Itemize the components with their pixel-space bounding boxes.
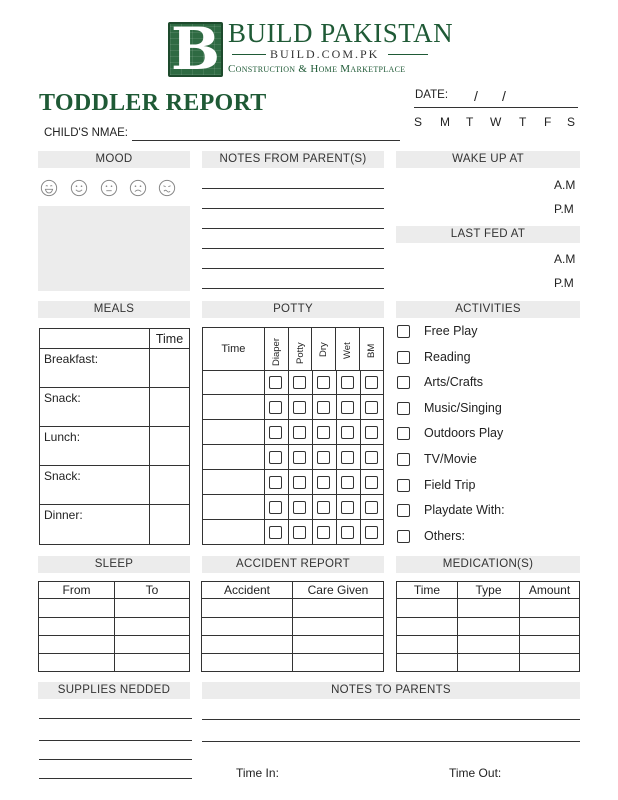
sad-face-icon[interactable] (129, 179, 147, 197)
table-row[interactable] (39, 599, 190, 618)
potty-checkbox[interactable] (269, 476, 282, 489)
table-row[interactable] (397, 599, 580, 618)
meals-table (39, 328, 190, 545)
potty-checkbox[interactable] (365, 401, 378, 414)
potty-col-divider (336, 395, 337, 420)
table-row (40, 388, 190, 427)
potty-col-divider (312, 395, 313, 420)
potty-checkbox[interactable] (317, 501, 330, 514)
potty-col-divider (312, 420, 313, 445)
potty-time-cell[interactable] (202, 420, 264, 445)
potty-col-divider (288, 420, 289, 445)
potty-checkbox[interactable] (365, 376, 378, 389)
activity-label: Arts/Crafts (424, 375, 484, 389)
activity-checkbox[interactable] (397, 453, 410, 466)
section-accident: ACCIDENT REPORT (202, 556, 384, 573)
potty-checkbox[interactable] (269, 401, 282, 414)
time-in-label: Time In: (236, 766, 279, 780)
potty-col-divider (312, 470, 313, 495)
activity-checkbox[interactable] (397, 479, 410, 492)
section-last-fed: LAST FED AT (396, 226, 580, 243)
potty-checkbox[interactable] (317, 451, 330, 464)
potty-checkbox[interactable] (293, 376, 306, 389)
mood-notes-box[interactable] (38, 206, 190, 291)
potty-col-divider (264, 445, 265, 470)
activity-checkbox[interactable] (397, 351, 410, 364)
potty-time-header: Time (203, 328, 265, 371)
wake-pm-label: P.M (554, 202, 574, 216)
table-row[interactable] (39, 654, 190, 672)
potty-checkbox[interactable] (293, 501, 306, 514)
potty-col-divider (336, 470, 337, 495)
potty-col-divider (360, 470, 361, 495)
potty-col-divider (312, 495, 313, 520)
potty-checkbox[interactable] (341, 526, 354, 539)
potty-col-divider (264, 520, 265, 545)
meal-time-cell[interactable] (150, 466, 190, 505)
med-amount-header: Amount (520, 582, 580, 599)
meal-label: Snack: (40, 388, 150, 427)
activity-checkbox[interactable] (397, 325, 410, 338)
parents-note-line[interactable] (202, 719, 580, 720)
potty-checkbox[interactable] (269, 451, 282, 464)
date-sep-2: / (502, 88, 506, 104)
brand-tagline: Construction & Home Marketplace (228, 63, 406, 75)
section-mood: MOOD (38, 151, 190, 168)
potty-col-divider (360, 445, 361, 470)
potty-checkbox[interactable] (341, 451, 354, 464)
potty-col-divider (360, 520, 361, 545)
activity-label: Free Play (424, 324, 478, 338)
potty-checkbox[interactable] (341, 426, 354, 439)
potty-col-divider (288, 470, 289, 495)
brand-logo-mark (168, 15, 223, 83)
section-notes-to-parents: NOTES TO PARENTS (202, 682, 580, 699)
potty-time-cell[interactable] (202, 520, 264, 545)
date-label: DATE: (415, 89, 449, 101)
potty-col-divider (336, 445, 337, 470)
table-row[interactable] (39, 636, 190, 654)
potty-checkbox[interactable] (365, 501, 378, 514)
table-row (40, 427, 190, 466)
supplies-line[interactable] (39, 778, 192, 779)
parent-note-line[interactable] (202, 268, 384, 269)
parents-note-line[interactable] (202, 741, 580, 742)
activity-checkbox[interactable] (397, 530, 410, 543)
potty-checkbox[interactable] (365, 526, 378, 539)
parent-note-line[interactable] (202, 228, 384, 229)
potty-col-divider (312, 445, 313, 470)
sleep-to-header: To (115, 582, 190, 599)
section-wake-up: WAKE UP AT (396, 151, 580, 168)
potty-col-divider (288, 520, 289, 545)
supplies-line[interactable] (39, 759, 192, 760)
section-meals: MEALS (38, 301, 190, 318)
potty-col-potty: Potty (288, 328, 312, 371)
potty-col-diaper: Diaper (264, 328, 288, 371)
potty-col-dry: Dry (312, 328, 336, 371)
meal-time-cell[interactable] (150, 427, 190, 466)
potty-time-cell[interactable] (202, 395, 264, 420)
activity-label: TV/Movie (424, 452, 477, 466)
section-notes-parent: NOTES FROM PARENT(S) (202, 151, 384, 168)
smiling-face-icon[interactable] (70, 179, 88, 197)
table-row[interactable] (397, 654, 580, 672)
laughing-face-icon[interactable] (40, 179, 58, 197)
potty-checkbox[interactable] (317, 476, 330, 489)
accident-table (201, 581, 384, 672)
potty-checkbox[interactable] (341, 401, 354, 414)
weekday-fri[interactable]: F (544, 115, 552, 129)
potty-checkbox[interactable] (365, 476, 378, 489)
parent-note-line[interactable] (202, 188, 384, 189)
meal-label: Snack: (40, 466, 150, 505)
potty-col-divider (336, 495, 337, 520)
potty-col-divider (360, 420, 361, 445)
potty-checkbox[interactable] (341, 376, 354, 389)
potty-checkbox[interactable] (269, 376, 282, 389)
activity-label: Field Trip (424, 478, 476, 492)
brand-url: BUILD.COM.PK (270, 47, 380, 61)
page-title: TODDLER REPORT (39, 90, 267, 116)
section-supplies: SUPPLIES NEDDED (38, 682, 190, 699)
potty-table (202, 327, 384, 371)
potty-col-bm: BM (360, 328, 384, 371)
table-row[interactable] (202, 654, 384, 672)
logo-letter: B (170, 15, 221, 83)
meal-label: Dinner: (40, 505, 150, 545)
section-activities: ACTIVITIES (396, 301, 580, 318)
potty-col-wet: Wet (336, 328, 360, 371)
parent-note-line[interactable] (202, 208, 384, 209)
meal-time-cell[interactable] (150, 388, 190, 427)
potty-col-divider (288, 395, 289, 420)
child-name-line[interactable] (132, 140, 400, 141)
potty-col-divider (288, 370, 289, 395)
potty-checkbox[interactable] (341, 476, 354, 489)
sleep-from-header: From (39, 582, 115, 599)
activity-checkbox[interactable] (397, 427, 410, 440)
wake-am-label: A.M (554, 178, 576, 192)
activity-label: Music/Singing (424, 401, 502, 415)
meal-label: Breakfast: (40, 349, 150, 388)
activity-checkbox[interactable] (397, 504, 410, 517)
potty-checkbox[interactable] (365, 426, 378, 439)
weekday-mon[interactable]: M (440, 115, 450, 129)
care-given-header: Care Given (293, 582, 384, 599)
table-row[interactable] (202, 599, 384, 618)
weekday-wed[interactable]: W (490, 115, 502, 129)
medication-table (396, 581, 580, 672)
meals-time-header: Time (150, 329, 190, 349)
date-sep-1: / (474, 88, 478, 104)
sleep-table (38, 581, 190, 672)
potty-col-divider (336, 420, 337, 445)
table-row[interactable] (202, 636, 384, 654)
upset-face-icon[interactable] (158, 179, 176, 197)
activity-checkbox[interactable] (397, 376, 410, 389)
potty-col-divider (288, 445, 289, 470)
potty-col-divider (264, 395, 265, 420)
weekday-row (410, 115, 580, 129)
potty-checkbox[interactable] (293, 476, 306, 489)
table-row (40, 466, 190, 505)
table-row[interactable] (202, 618, 384, 636)
table-row (40, 505, 190, 545)
table-row[interactable] (397, 618, 580, 636)
weekday-sun[interactable]: S (414, 115, 423, 129)
potty-time-cell[interactable] (202, 495, 264, 520)
potty-checkbox[interactable] (293, 526, 306, 539)
potty-col-divider (360, 495, 361, 520)
section-sleep: SLEEP (38, 556, 190, 573)
activity-label: Others: (424, 529, 465, 543)
table-row[interactable] (397, 636, 580, 654)
potty-col-divider (312, 370, 313, 395)
potty-col-divider (360, 370, 361, 395)
med-time-header: Time (397, 582, 458, 599)
table-row (40, 349, 190, 388)
potty-col-divider (264, 470, 265, 495)
activity-label: Playdate With: (424, 503, 505, 517)
potty-checkbox[interactable] (317, 426, 330, 439)
potty-col-divider (288, 495, 289, 520)
fed-am-label: A.M (554, 252, 576, 266)
supplies-line[interactable] (39, 740, 192, 741)
potty-col-divider (360, 395, 361, 420)
potty-checkbox[interactable] (317, 376, 330, 389)
supplies-line[interactable] (39, 718, 192, 719)
potty-checkbox[interactable] (365, 451, 378, 464)
parent-note-line[interactable] (202, 248, 384, 249)
potty-time-cell[interactable] (202, 445, 264, 470)
potty-col-divider (312, 520, 313, 545)
potty-time-cell[interactable] (202, 370, 264, 395)
weekday-thu[interactable]: T (519, 115, 527, 129)
potty-checkbox[interactable] (293, 426, 306, 439)
activity-label: Reading (424, 350, 471, 364)
potty-col-divider (264, 420, 265, 445)
potty-time-cell[interactable] (202, 470, 264, 495)
neutral-face-icon[interactable] (100, 179, 118, 197)
weekday-tue[interactable]: T (466, 115, 474, 129)
potty-col-divider (336, 520, 337, 545)
potty-col-divider (336, 370, 337, 395)
accident-header: Accident (202, 582, 293, 599)
meal-time-cell[interactable] (150, 349, 190, 388)
potty-checkbox[interactable] (269, 426, 282, 439)
brand-url-row (228, 47, 453, 61)
med-type-header: Type (458, 582, 520, 599)
potty-checkbox[interactable] (341, 501, 354, 514)
activity-label: Outdoors Play (424, 426, 504, 440)
potty-checkbox[interactable] (293, 401, 306, 414)
table-row[interactable] (39, 618, 190, 636)
meal-label: Lunch: (40, 427, 150, 466)
brand-block (228, 19, 453, 76)
potty-checkbox[interactable] (293, 451, 306, 464)
weekday-sat[interactable]: S (567, 115, 576, 129)
parent-note-line[interactable] (202, 288, 384, 289)
section-potty: POTTY (202, 301, 384, 318)
potty-checkbox[interactable] (317, 401, 330, 414)
potty-col-divider (264, 495, 265, 520)
potty-checkbox[interactable] (269, 526, 282, 539)
meal-time-cell[interactable] (150, 505, 190, 545)
child-name-label: CHILD'S NMAE: (44, 127, 128, 139)
section-medication: MEDICATION(S) (396, 556, 580, 573)
fed-pm-label: P.M (554, 276, 574, 290)
potty-checkbox[interactable] (269, 501, 282, 514)
potty-checkbox[interactable] (317, 526, 330, 539)
potty-col-divider (264, 370, 265, 395)
activity-checkbox[interactable] (397, 402, 410, 415)
date-line[interactable] (414, 107, 578, 108)
brand-name: BUILD PAKISTAN (228, 18, 454, 48)
time-out-label: Time Out: (449, 766, 502, 780)
